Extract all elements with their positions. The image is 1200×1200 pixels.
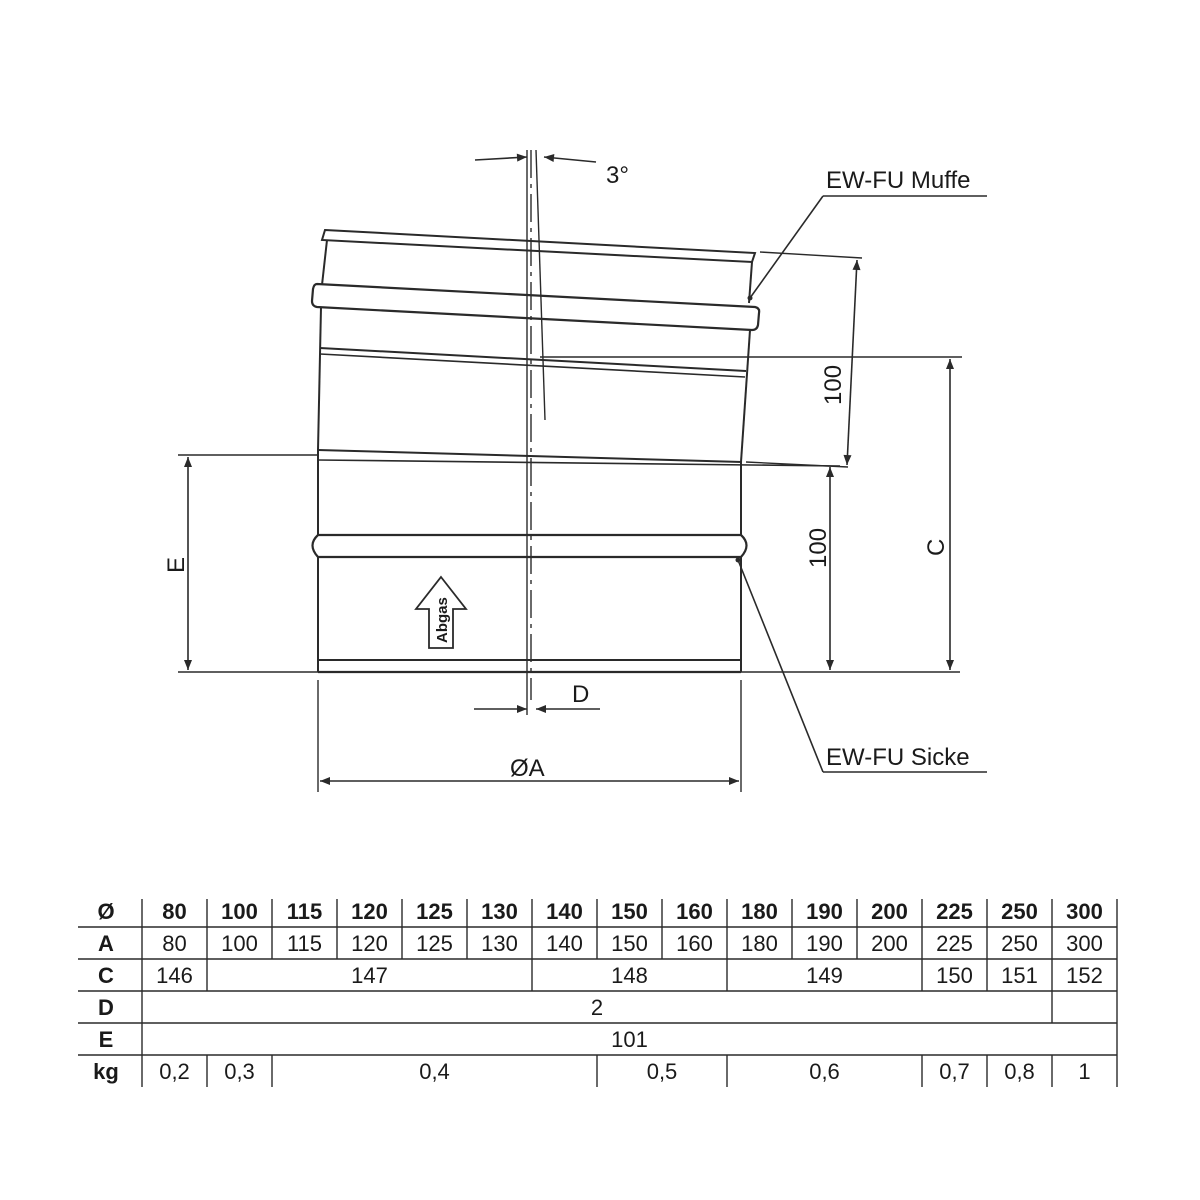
table-header-cell: 300	[1066, 899, 1103, 924]
table-header-cell: 250	[1001, 899, 1038, 924]
table-header-cell: 140	[546, 899, 583, 924]
table-row-label: D	[98, 995, 114, 1020]
table-cell: 0,7	[939, 1059, 970, 1084]
table-cell: 115	[286, 931, 323, 956]
table-cell: 180	[741, 931, 778, 956]
table-cell: 147	[351, 963, 388, 988]
table-cell: 250	[1001, 931, 1038, 956]
muffe-band	[312, 284, 759, 330]
dim-a-label: ØA	[510, 755, 545, 782]
angle-label: 3°	[606, 162, 629, 189]
table-cell: 151	[1001, 963, 1038, 988]
dimension-table	[78, 899, 1117, 1087]
table-header-cell: 130	[481, 899, 518, 924]
dim-upper-100	[746, 252, 862, 467]
dim-upper-label: 100	[820, 364, 847, 405]
table-cell: 0,5	[646, 1059, 678, 1084]
table-cell: 140	[546, 931, 583, 956]
dim-d-label: D	[572, 681, 590, 708]
dim-lower-label: 100	[805, 527, 832, 568]
center-lines	[527, 150, 545, 715]
table-cell: 0,8	[1004, 1059, 1035, 1084]
table-header-cell: 80	[162, 899, 187, 924]
flow-label: Abgas	[434, 597, 451, 643]
dim-d	[474, 681, 600, 709]
table-cell: 130	[481, 931, 518, 956]
table-header-cell: 190	[806, 899, 843, 924]
angle-dimension	[475, 157, 629, 189]
muffe-callout	[748, 167, 988, 301]
table-header-cell: 225	[936, 899, 973, 924]
dim-a	[318, 680, 741, 792]
table-cell: 149	[806, 963, 843, 988]
muffe-label: EW-FU Muffe	[826, 167, 971, 194]
dim-c-label: C	[923, 538, 950, 556]
table-cell: 300	[1066, 931, 1103, 956]
dim-e	[163, 455, 318, 672]
table-cell: 0,3	[224, 1059, 255, 1084]
table-cell: 160	[676, 931, 713, 956]
table-header-label: Ø	[97, 899, 115, 924]
table-cell: 150	[611, 931, 648, 956]
table-cell: 0,2	[159, 1059, 190, 1084]
table-header-cell: 150	[611, 899, 648, 924]
table-cell: 1	[1078, 1059, 1091, 1084]
table-cell: 0,4	[419, 1059, 450, 1084]
table-cell: 2	[590, 995, 604, 1020]
table-header-cell: 160	[676, 899, 713, 924]
pipe-elbow	[312, 230, 840, 672]
table-row-label: C	[98, 963, 114, 988]
table-cell: 152	[1066, 963, 1103, 988]
table-cell: 150	[936, 963, 973, 988]
dim-lower-100	[741, 467, 960, 672]
table-cell: 225	[936, 931, 973, 956]
table-cell: 0,6	[809, 1059, 840, 1084]
table-header-cell: 120	[351, 899, 388, 924]
table-header-cell: 180	[741, 899, 778, 924]
table-row-label: E	[98, 1027, 114, 1052]
table-header-cell: 115	[286, 899, 323, 924]
table-cell: 80	[162, 931, 187, 956]
dim-c	[540, 357, 962, 670]
table-cell: 100	[221, 931, 258, 956]
table-cell: 146	[156, 963, 193, 988]
table-cell: 120	[351, 931, 388, 956]
dim-e-label: E	[163, 556, 190, 573]
flow-arrow	[416, 577, 466, 648]
table-cell: 190	[806, 931, 843, 956]
table-cell: 200	[871, 931, 908, 956]
table-header-cell: 200	[871, 899, 908, 924]
table-row-label: A	[98, 931, 114, 956]
table-cell: 148	[611, 963, 648, 988]
table-cell: 101	[611, 1027, 648, 1052]
table-header-cell: 100	[221, 899, 258, 924]
table-cell: 125	[416, 931, 453, 956]
table-row-label: kg	[93, 1059, 119, 1084]
sicke-bead	[313, 535, 747, 557]
table-header-cell: 125	[416, 899, 453, 924]
sicke-label: EW-FU Sicke	[826, 744, 970, 771]
